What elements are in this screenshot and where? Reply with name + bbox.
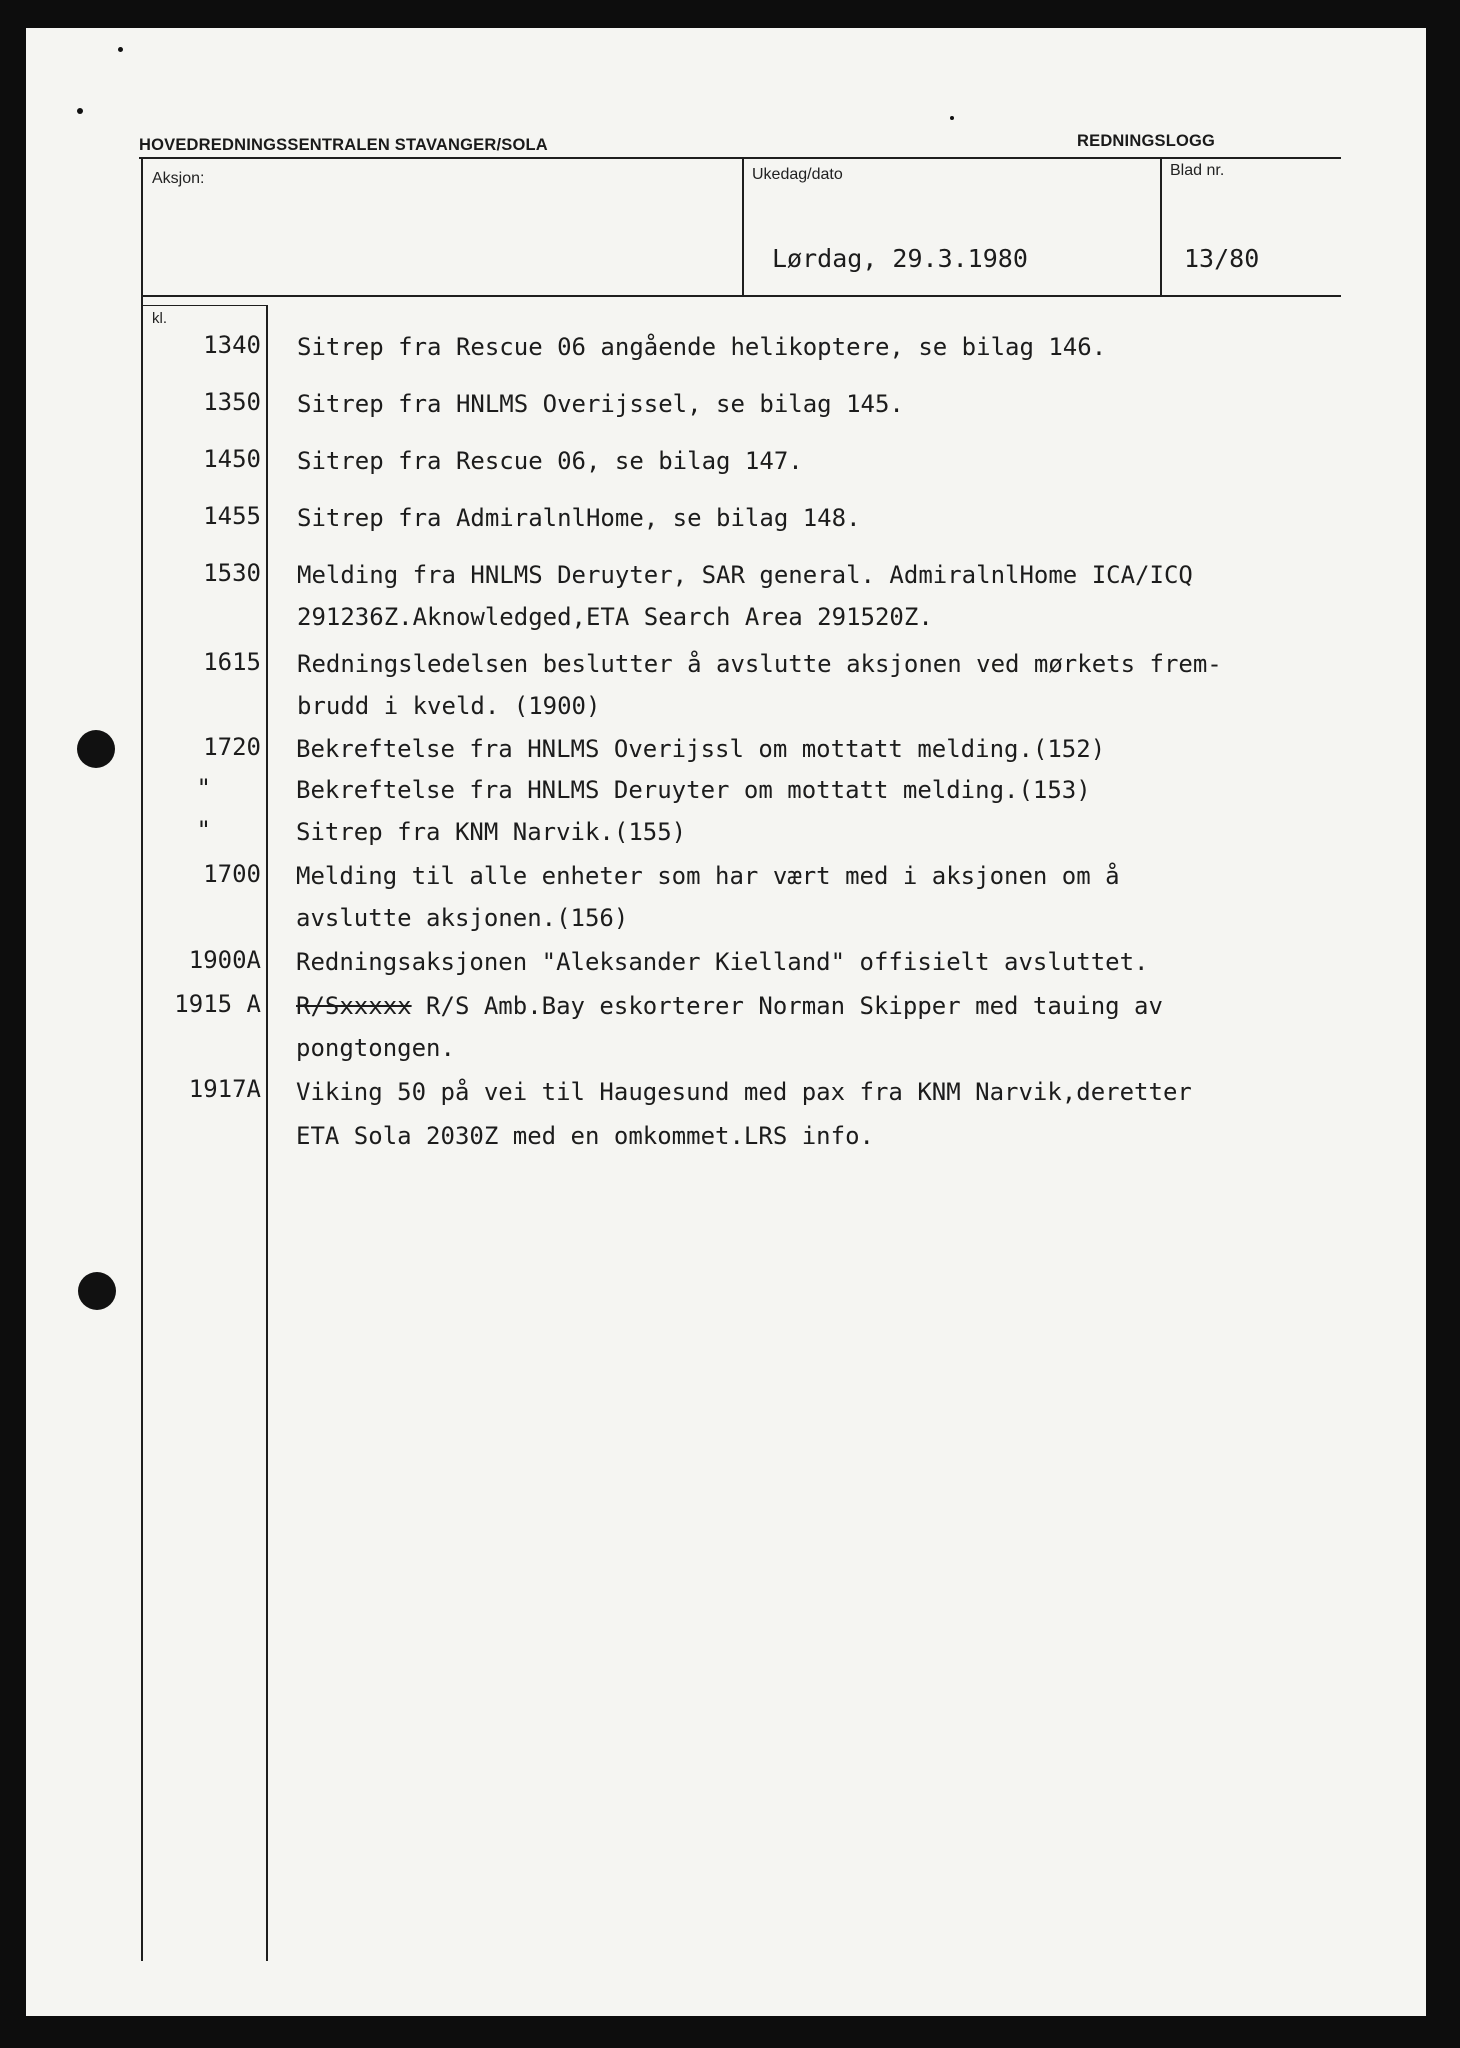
entry-line: Sitrep fra Rescue 06, se bilag 147. [297,447,803,475]
struck-out-text: R/Sxxxxx [296,992,412,1020]
time-label: kl. [152,310,167,327]
entry-text [296,811,1406,853]
entry-text [296,855,1406,939]
entry-time: 1455 [203,502,261,530]
entry-time: " [196,774,211,802]
entry-time: 1720 [203,733,261,761]
time-column-border [141,305,143,1961]
entry-line [296,985,1406,1027]
entry-text [297,643,1407,727]
entry-line: Sitrep fra AdmiralnlHome, se bilag 148. [297,504,861,532]
entry-line: Redningsaksjonen "Aleksander Kielland" offisielt avsluttet. [296,948,1149,976]
entry-time: 1530 [203,559,261,587]
entry-line: Viking 50 på vei til Haugesund med pax fra KNM Narvik,deretter [296,1078,1192,1106]
punch-hole-upper [77,730,115,768]
entry-column-divider [266,305,268,1961]
entry-text [297,554,1407,638]
entry-text [296,728,1406,770]
entry-line: Sitrep fra HNLMS Overijssel, se bilag 145. [297,390,904,418]
entry-time: 1615 [203,648,261,676]
entry-time: 1350 [203,388,261,416]
entry-text [297,383,1407,425]
date-label: Ukedag/dato [752,166,843,183]
body-top-rule [141,305,268,306]
entry-time: 1450 [203,445,261,473]
entry-line: Bekreftelse fra HNLMS Deruyter om mottatt melding.(153) [296,776,1091,804]
date-value: Lørdag, 29.3.1980 [772,244,1028,273]
entry-text [296,1070,1406,1158]
entry-text [297,440,1407,482]
entry-line: Sitrep fra KNM Narvik.(155) [296,818,687,846]
entry-text [296,769,1406,811]
sheet-label: Blad nr. [1170,162,1225,179]
speck [950,116,954,120]
log-title: REDNINGSLOGG [1077,132,1216,150]
entry-line: avslutte aksjonen.(156) [296,904,629,932]
entry-time: 1340 [203,331,261,359]
organization-heading: HOVEDREDNINGSSENTRALEN STAVANGER/SOLA [139,136,548,154]
entry-line-continued: R/S Amb.Bay eskorterer Norman Skipper med tauing av [411,992,1163,1020]
entry-line: brudd i kveld. (1900) [297,692,601,720]
punch-hole-lower [78,1272,116,1310]
speck [118,47,123,52]
entry-time: 1700 [203,860,261,888]
sheet-value: 13/80 [1184,244,1260,273]
entry-text [297,497,1407,539]
form-left-border [141,157,143,305]
action-label: Aksjon: [152,170,205,187]
entry-text [296,985,1406,1069]
speck [77,108,83,114]
form-divider-sheet [1160,159,1162,296]
entry-time: 1900A [188,946,261,974]
entry-line: ETA Sola 2030Z med en omkommet.LRS info. [296,1122,874,1150]
entry-line: Melding fra HNLMS Deruyter, SAR general. AdmiralnlHome ICA/ICQ [297,561,1193,589]
entry-line: Melding til alle enheter som har vært med i aksjonen om å [296,862,1120,890]
entry-time: 1915 A [174,990,261,1018]
form-divider-date [742,159,744,296]
entry-time: 1917A [188,1075,261,1103]
entry-line: pongtongen. [296,1034,455,1062]
entry-line: 291236Z.Aknowledged,ETA Search Area 291520Z. [297,603,933,631]
entry-text [296,941,1406,983]
entry-line: Redningsledelsen beslutter å avslutte aksjonen ved mørkets frem- [297,650,1222,678]
entry-line: Bekreftelse fra HNLMS Overijssl om mottatt melding.(152) [296,735,1106,763]
entry-line: Sitrep fra Rescue 06 angående helikoptere, se bilag 146. [297,333,1107,361]
entry-time: " [196,816,211,844]
entry-text [297,326,1407,368]
